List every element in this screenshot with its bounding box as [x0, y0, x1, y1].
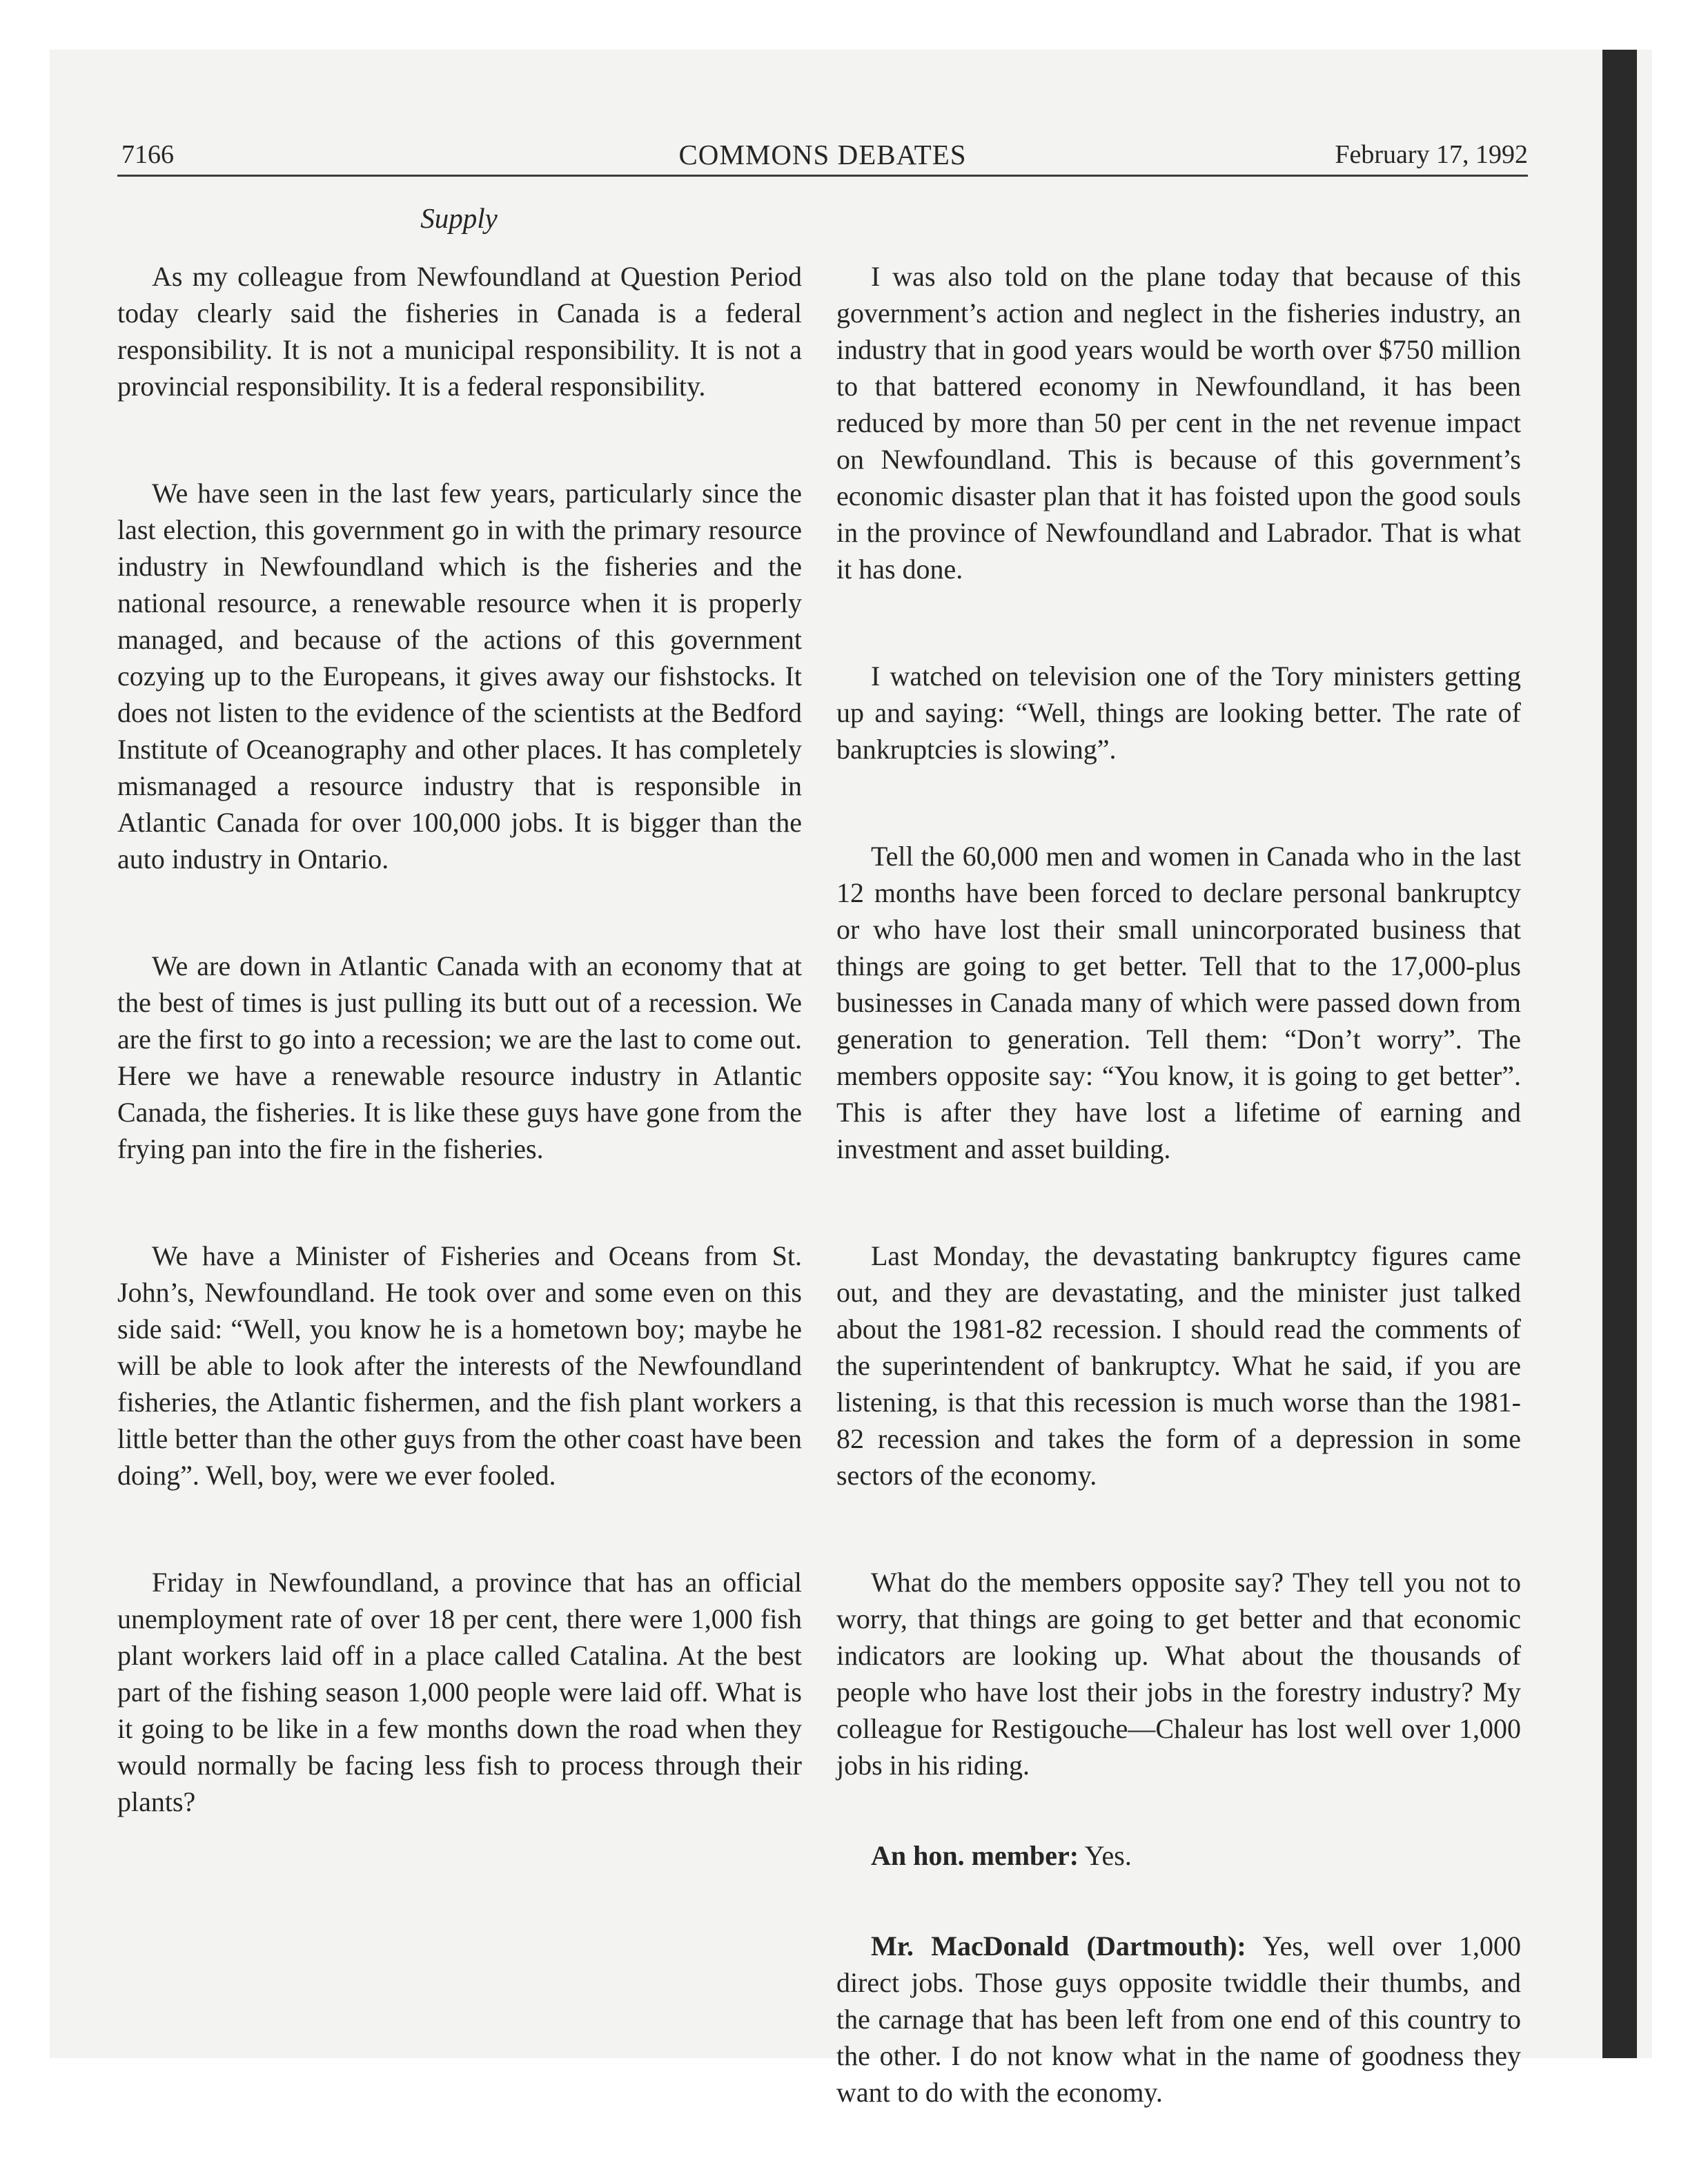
- publication-title: COMMONS DEBATES: [678, 139, 967, 170]
- speech-text: Yes, well over 1,000 direct jobs. Those guys opposite twiddle their thumbs, and the carnage that has been left from one end of this country to the other. I do not know what in the name of goodness they want to do with the economy.: [836, 1930, 1521, 2108]
- page-header: [117, 135, 1528, 174]
- paragraph: I was also told on the plane today that because of this government’s action and neglect in the fisheries industry, an industry that in good years would be worth over $750 million to that battered economy in Newfoundland, it has been reduced by more than 50 per cent in the net revenue impact on Newfoundland. This is because of this government’s economic disaster plan that it has foisted upon the good souls in the province of Newfoundland and Labrador. That is what it has done.: [836, 261, 1521, 585]
- paragraph: Last Monday, the devastating bankruptcy figures came out, and they are devastating, and the minister just talked about the 1981-82 recession. I should read the comments of the superintendent of bankruptcy. What he said, if you are listening, is that this recession is much worse than the 1981-82 recession and takes the form of a depression in some sectors of the economy.: [836, 1240, 1521, 1491]
- interjection: [836, 1837, 1521, 1874]
- header-rule: [117, 175, 1528, 177]
- speaker-name: An hon. member:: [871, 1840, 1079, 1871]
- page-number: 7166: [121, 140, 174, 169]
- scan-edge-shadow: [1602, 50, 1637, 2058]
- section-title: Supply: [420, 202, 498, 234]
- paragraph: We have a Minister of Fisheries and Oceans from St. John’s, Newfoundland. He took over and some even on this side said: “Well, you know he is a hometown boy; maybe he will be able to look after the interests of the Newfoundland fisheries, the Atlantic fishermen, and the fish plant workers a little better than the other guys from the other coast have been doing”. Well, boy, were we ever fooled.: [117, 1240, 802, 1491]
- left-column: [117, 258, 802, 1890]
- publication-date: February 17, 1992: [1335, 140, 1528, 169]
- paragraph: Friday in Newfoundland, a province that has an official unemployment rate of over 18 per cent, there were 1,000 fish plant workers laid off in a place called Catalina. At the best part of the fishing season 1,000 people were laid off. What is it going to be like in a few months down the road when they would normally be facing less fish to process through their plants?: [117, 1567, 802, 1817]
- paragraph: I watched on television one of the Tory ministers getting up and saying: “Well, things are looking better. The rate of bankruptcies is slowing”.: [836, 661, 1521, 765]
- paragraph: We are down in Atlantic Canada with an economy that at the best of times is just pulling its butt out of a recession. We are the first to go into a recession; we are the last to come out. Here we have a renewable resource industry in Atlantic Canada, the fisheries. It is like these guys have gone from the frying pan into the fire in the fisheries.: [117, 950, 802, 1164]
- paragraph: What do the members opposite say? They tell you not to worry, that things are going to get better and that economic indicators are looking up. What about the thousands of people who have lost their jobs in the forestry industry? My colleague for Restigouche—Chaleur has lost well over 1,000 jobs in his riding.: [836, 1567, 1521, 1781]
- paragraph: Tell the 60,000 men and women in Canada who in the last 12 months have been forced to declare personal bankruptcy or who have lost their small unincorporated business that things are going to get better. Tell that to the 17,000-plus businesses in Canada many of which were passed down from generation to generation. Tell them: “Don’t worry”. The members opposite say: “You know, it is going to get better”. This is after they have lost a lifetime of earning and investment and asset building.: [836, 841, 1521, 1164]
- speaker-name: Mr. MacDonald (Dartmouth):: [871, 1930, 1246, 1962]
- right-column: [836, 258, 1521, 2181]
- paragraph: As my colleague from Newfoundland at Question Period today clearly said the fisheries in Canada is a federal responsibility. It is not a municipal responsibility. It is not a provincial responsibility. It is a federal responsibility.: [117, 261, 802, 402]
- paragraph: We have seen in the last few years, particularly since the last election, this government go in with the primary resource industry in Newfoundland which is the fisheries and the national resource, a renewable resource when it is properly managed, and because of the actions of this government cozying up to the Europeans, it gives away our fishstocks. It does not listen to the evidence of the scientists at the Bedford Institute of Oceanography and other places. It has completely mismanaged a resource industry that is responsible in Atlantic Canada for over 100,000 jobs. It is bigger than the auto industry in Ontario.: [117, 478, 802, 874]
- speech: [836, 1928, 1521, 2111]
- speech-text: Yes.: [1084, 1840, 1132, 1871]
